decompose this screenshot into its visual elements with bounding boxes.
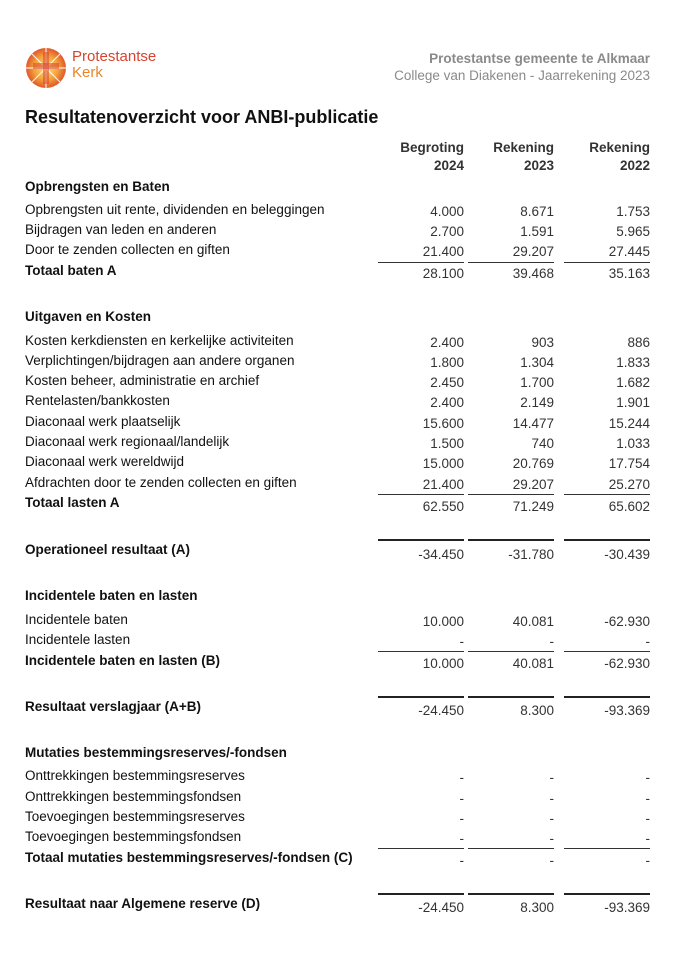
subtotal-rule — [468, 848, 554, 849]
row-value-2024: - — [459, 791, 464, 806]
row-value-2022: 15.244 — [608, 416, 650, 431]
result-value-2022: -93.369 — [604, 703, 650, 718]
subtotal-rule — [468, 494, 554, 495]
column-label: Begroting — [400, 140, 464, 155]
row-value-2022: 1.753 — [616, 204, 650, 219]
row-value-2023: 1.304 — [520, 355, 554, 370]
row-label: Toevoegingen bestemmingsfondsen — [25, 829, 242, 844]
column-header-begroting-2024 — [364, 139, 464, 175]
total-label: Totaal lasten A — [25, 495, 120, 510]
logo-line-2: Kerk — [72, 64, 103, 81]
row-value-2022: - — [645, 791, 650, 806]
row-value-2024: - — [459, 811, 464, 826]
section-heading-incidenteel: Incidentele baten en lasten — [25, 588, 198, 603]
logo-line-1: Protestantse — [72, 48, 157, 65]
row-value-2023: - — [549, 831, 554, 846]
row-value-2023: 903 — [531, 335, 554, 350]
row-label: Kosten beheer, administratie en archief — [25, 373, 260, 388]
total-label: Totaal baten A — [25, 263, 117, 278]
subtotal-rule — [468, 651, 554, 652]
row-value-2024: - — [459, 770, 464, 785]
row-value-2022: 5.965 — [616, 224, 650, 239]
section-heading-baten: Opbrengsten en Baten — [25, 179, 170, 194]
column-year: 2022 — [619, 158, 650, 173]
row-value-2022: - — [645, 770, 650, 785]
subtotal-rule — [378, 494, 464, 495]
row-label: Diaconaal werk regionaal/landelijk — [25, 434, 230, 449]
subtotal-rule — [564, 651, 650, 652]
result-value-2023: -31.780 — [508, 547, 554, 562]
result-label-operationeel: Operationeel resultaat (A) — [25, 542, 191, 557]
row-value-2022: 886 — [627, 335, 650, 350]
result-value-2022: -30.439 — [604, 547, 650, 562]
total-label: Totaal mutaties bestemmingsreserves/-fondsen (C) — [25, 850, 353, 865]
row-value-2023: 29.207 — [512, 477, 554, 492]
row-value-2022: 25.270 — [608, 477, 650, 492]
total-value-2024: - — [459, 853, 464, 868]
total-label: Incidentele baten en lasten (B) — [25, 653, 221, 668]
row-value-2023: 40.081 — [512, 614, 554, 629]
organization-header — [394, 50, 650, 84]
row-value-2024: 15.000 — [422, 456, 464, 471]
row-value-2022: 27.445 — [608, 244, 650, 259]
row-label: Diaconaal werk plaatselijk — [25, 414, 181, 429]
result-rule — [378, 539, 464, 541]
section-heading-mutaties: Mutaties bestemmingsreserves/-fondsen — [25, 745, 287, 760]
column-year: 2023 — [523, 158, 554, 173]
result-rule — [564, 539, 650, 541]
result-rule — [468, 696, 554, 698]
row-value-2023: - — [549, 791, 554, 806]
column-year: 2024 — [433, 158, 464, 173]
total-value-2024: 10.000 — [422, 656, 464, 671]
row-value-2024: 10.000 — [422, 614, 464, 629]
total-value-2023: 71.249 — [512, 499, 554, 514]
result-rule — [468, 893, 554, 895]
row-label: Kosten kerkdiensten en kerkelijke activiteiten — [25, 333, 294, 348]
row-value-2023: 740 — [531, 436, 554, 451]
protestantse-kerk-logo-icon — [24, 46, 68, 90]
row-value-2022: - — [645, 634, 650, 649]
subtotal-rule — [564, 848, 650, 849]
column-header-rekening-2023 — [454, 139, 554, 175]
document-subtitle: College van Diakenen - Jaarrekening 2023 — [394, 68, 650, 83]
subtotal-rule — [378, 262, 464, 263]
total-value-2022: 65.602 — [608, 499, 650, 514]
row-value-2023: 8.671 — [520, 204, 554, 219]
row-value-2024: 21.400 — [422, 477, 464, 492]
row-value-2023: - — [549, 634, 554, 649]
row-value-2022: - — [645, 811, 650, 826]
row-value-2023: 14.477 — [512, 416, 554, 431]
logo-wordmark — [72, 49, 156, 81]
total-value-2023: 39.468 — [512, 266, 554, 281]
row-value-2024: 4.000 — [430, 204, 464, 219]
row-label: Bijdragen van leden en anderen — [25, 222, 217, 237]
row-value-2024: 2.400 — [430, 335, 464, 350]
organization-name: Protestantse gemeente te Alkmaar — [429, 51, 650, 66]
row-value-2022: 17.754 — [608, 456, 650, 471]
row-value-2023: 29.207 — [512, 244, 554, 259]
row-value-2022: - — [645, 831, 650, 846]
row-value-2022: 1.901 — [616, 395, 650, 410]
row-label: Door te zenden collecten en giften — [25, 242, 230, 257]
row-value-2023: 20.769 — [512, 456, 554, 471]
total-value-2022: - — [645, 853, 650, 868]
total-value-2022: 35.163 — [608, 266, 650, 281]
row-label: Diaconaal werk wereldwijd — [25, 454, 185, 469]
subtotal-rule — [378, 651, 464, 652]
result-value-2024: -24.450 — [418, 900, 464, 915]
total-value-2023: - — [549, 853, 554, 868]
total-value-2024: 28.100 — [422, 266, 464, 281]
subtotal-rule — [564, 494, 650, 495]
row-value-2024: 2.450 — [430, 375, 464, 390]
row-label: Incidentele baten — [25, 612, 128, 627]
row-value-2024: 2.700 — [430, 224, 464, 239]
row-value-2023: 1.700 — [520, 375, 554, 390]
result-label-algemene-reserve: Resultaat naar Algemene reserve (D) — [25, 896, 261, 911]
page-title: Resultatenoverzicht voor ANBI-publicatie — [25, 107, 379, 127]
total-value-2024: 62.550 — [422, 499, 464, 514]
row-value-2022: 1.033 — [616, 436, 650, 451]
row-label: Afdrachten door te zenden collecten en giften — [25, 475, 297, 490]
result-rule — [378, 893, 464, 895]
result-rule — [564, 893, 650, 895]
result-value-2024: -24.450 — [418, 703, 464, 718]
row-value-2023: - — [549, 811, 554, 826]
result-rule — [564, 696, 650, 698]
row-label: Onttrekkingen bestemmingsreserves — [25, 768, 245, 783]
subtotal-rule — [378, 848, 464, 849]
result-value-2024: -34.450 — [418, 547, 464, 562]
row-label: Verplichtingen/bijdragen aan andere organen — [25, 353, 295, 368]
row-value-2022: 1.682 — [616, 375, 650, 390]
row-label: Incidentele lasten — [25, 632, 131, 647]
subtotal-rule — [468, 262, 554, 263]
row-value-2023: - — [549, 770, 554, 785]
row-value-2022: 1.833 — [616, 355, 650, 370]
row-value-2023: 2.149 — [520, 395, 554, 410]
column-label: Rekening — [493, 140, 554, 155]
row-value-2024: 21.400 — [422, 244, 464, 259]
total-value-2023: 40.081 — [512, 656, 554, 671]
row-label: Onttrekkingen bestemmingsfondsen — [25, 789, 242, 804]
row-value-2024: 1.800 — [430, 355, 464, 370]
row-label: Opbrengsten uit rente, dividenden en beleggingen — [25, 202, 325, 217]
row-label: Toevoegingen bestemmingsreserves — [25, 809, 245, 824]
row-value-2024: 1.500 — [430, 436, 464, 451]
row-value-2022: -62.930 — [604, 614, 650, 629]
result-rule — [468, 539, 554, 541]
row-value-2023: 1.591 — [520, 224, 554, 239]
row-value-2024: 15.600 — [422, 416, 464, 431]
total-value-2022: -62.930 — [604, 656, 650, 671]
result-rule — [378, 696, 464, 698]
row-value-2024: 2.400 — [430, 395, 464, 410]
result-value-2023: 8.300 — [520, 900, 554, 915]
column-label: Rekening — [589, 140, 650, 155]
row-label: Rentelasten/bankkosten — [25, 393, 170, 408]
row-value-2024: - — [459, 831, 464, 846]
result-value-2023: 8.300 — [520, 703, 554, 718]
section-heading-lasten: Uitgaven en Kosten — [25, 309, 152, 324]
row-value-2024: - — [459, 634, 464, 649]
result-value-2022: -93.369 — [604, 900, 650, 915]
result-label-verslagjaar: Resultaat verslagjaar (A+B) — [25, 699, 201, 714]
subtotal-rule — [564, 262, 650, 263]
column-header-rekening-2022 — [550, 139, 650, 175]
